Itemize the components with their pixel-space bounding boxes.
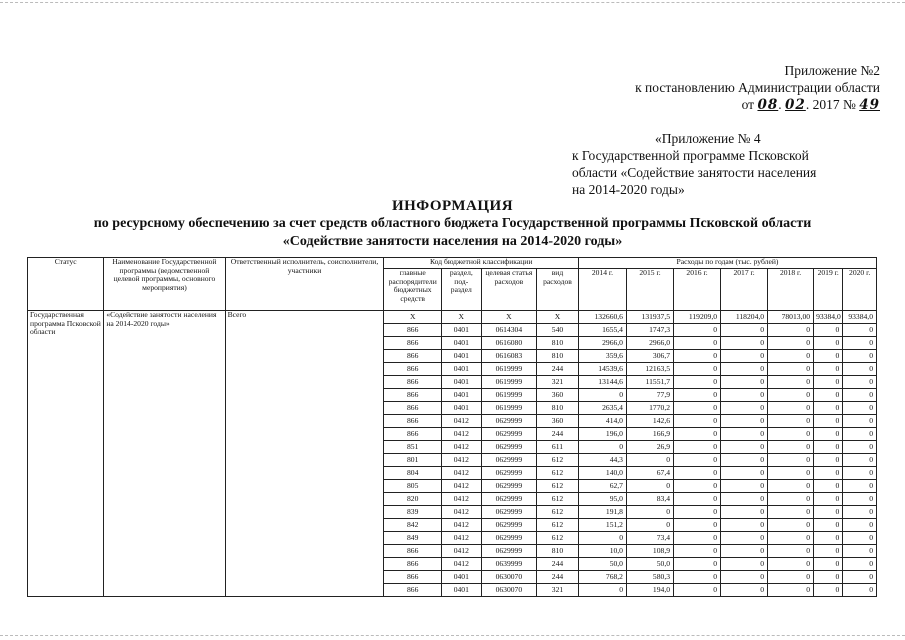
amount-cell: 0 [674, 571, 721, 584]
amount-cell: 83,4 [626, 493, 673, 506]
amount-cell: 0 [814, 324, 843, 337]
code-cell: 0629999 [481, 506, 536, 519]
code-cell: 321 [537, 584, 579, 597]
amount-cell: 0 [843, 350, 877, 363]
amount-cell: 0 [843, 480, 877, 493]
amount-cell: 0 [626, 454, 673, 467]
code-cell: 866 [384, 415, 441, 428]
code-cell: 0629999 [481, 532, 536, 545]
amount-cell: 0 [721, 545, 768, 558]
code-cell: 0412 [441, 480, 481, 493]
code-cell: 612 [537, 506, 579, 519]
amount-cell: 0 [721, 415, 768, 428]
amount-cell: 0 [721, 428, 768, 441]
header-name: Наименование Государственной программы (ведомственной целевой программы, основного мероприятия) [104, 258, 225, 311]
amount-cell: 0 [843, 454, 877, 467]
amount-cell: 0 [843, 532, 877, 545]
amount-cell: 0 [843, 493, 877, 506]
amount-cell: 0 [674, 324, 721, 337]
code-cell: 866 [384, 350, 441, 363]
code-cell: 612 [537, 532, 579, 545]
amount-cell: 0 [674, 454, 721, 467]
amount-cell: 0 [674, 584, 721, 597]
header-grbs: главные распорядители бюджетных средств [384, 269, 441, 311]
amount-cell: 13144,6 [578, 376, 626, 389]
code-cell: 0401 [441, 350, 481, 363]
date-day: 08 [757, 97, 779, 113]
code-cell: 0401 [441, 402, 481, 415]
code-cell: 866 [384, 558, 441, 571]
code-cell: 0629999 [481, 415, 536, 428]
code-cell: 866 [384, 376, 441, 389]
resource-table [27, 257, 877, 597]
amount-cell: 26,9 [626, 441, 673, 454]
header-year-2015: 2015 г. [626, 269, 673, 311]
code-cell: X [481, 311, 536, 324]
code-cell: 866 [384, 324, 441, 337]
amount-cell: 0 [843, 363, 877, 376]
code-cell: 810 [537, 337, 579, 350]
amount-cell: 0 [814, 584, 843, 597]
amount-cell: 0 [721, 506, 768, 519]
code-cell: 0401 [441, 389, 481, 402]
header-executor: Ответственный исполнитель, соисполнители, участники [225, 258, 384, 311]
code-cell: 0619999 [481, 363, 536, 376]
code-cell: 0629999 [481, 519, 536, 532]
document-number: 49 [859, 97, 880, 113]
code-cell: 0412 [441, 428, 481, 441]
amount-cell: 67,4 [626, 467, 673, 480]
amount-cell: 0 [814, 402, 843, 415]
amount-cell: 2966,0 [626, 337, 673, 350]
amount-cell: 0 [814, 545, 843, 558]
title-subtitle: по ресурсному обеспечению за счет средств областного бюджета Государственной программы Псковской области [93, 216, 812, 231]
amount-cell: 0 [674, 467, 721, 480]
code-cell: 244 [537, 428, 579, 441]
amount-cell: 62,7 [578, 480, 626, 493]
appendix-2-resolution: к постановлению Администрации области [635, 80, 880, 95]
amount-cell: 0 [768, 363, 814, 376]
code-cell: 0412 [441, 454, 481, 467]
amount-cell: 0 [814, 415, 843, 428]
header-year-2018: 2018 г. [768, 269, 814, 311]
code-cell: 810 [537, 402, 579, 415]
code-cell: 0629999 [481, 467, 536, 480]
amount-cell: 0 [843, 571, 877, 584]
header-expenses: Расходы по годам (тыс. рублей) [578, 258, 876, 269]
amount-cell: 0 [843, 441, 877, 454]
program-name-cell: «Содействие занятости населения на 2014-2020 годы» [104, 311, 225, 597]
code-cell: 0412 [441, 545, 481, 558]
amount-cell: 2966,0 [578, 337, 626, 350]
amount-cell: 0 [768, 532, 814, 545]
amount-cell: 0 [768, 506, 814, 519]
amount-cell: 50,0 [626, 558, 673, 571]
code-cell: 805 [384, 480, 441, 493]
amount-cell: 0 [674, 532, 721, 545]
code-cell: 611 [537, 441, 579, 454]
code-cell: 0614304 [481, 324, 536, 337]
amount-cell: 151,2 [578, 519, 626, 532]
code-cell: 810 [537, 350, 579, 363]
header-target: целевая статья расходов [481, 269, 536, 311]
document-title [0, 197, 905, 251]
amount-cell: 0 [843, 415, 877, 428]
code-cell: 612 [537, 454, 579, 467]
amount-cell: 0 [721, 441, 768, 454]
header-status: Статус [28, 258, 104, 311]
amount-cell: 0 [768, 493, 814, 506]
code-cell: X [537, 311, 579, 324]
code-cell: 0412 [441, 532, 481, 545]
appendix-2-block [560, 62, 880, 114]
amount-cell: 0 [674, 506, 721, 519]
amount-cell: 0 [843, 506, 877, 519]
amount-cell: 0 [814, 428, 843, 441]
header-year-2019: 2019 г. [814, 269, 843, 311]
appendix-4-line-4: на 2014-2020 годы» [572, 182, 685, 197]
title-heading: ИНФОРМАЦИЯ [391, 198, 514, 214]
amount-cell: 0 [814, 337, 843, 350]
amount-cell: 0 [721, 376, 768, 389]
code-cell: 0401 [441, 584, 481, 597]
code-cell: 612 [537, 480, 579, 493]
amount-cell: 0 [843, 389, 877, 402]
amount-cell: 140,0 [578, 467, 626, 480]
code-cell: 0412 [441, 558, 481, 571]
header-year-2017: 2017 г. [721, 269, 768, 311]
code-cell: 244 [537, 558, 579, 571]
code-cell: X [441, 311, 481, 324]
amount-cell: 93384,0 [843, 311, 877, 324]
code-cell: X [384, 311, 441, 324]
code-cell: 0619999 [481, 376, 536, 389]
amount-cell: 0 [814, 467, 843, 480]
amount-cell: 306,7 [626, 350, 673, 363]
amount-cell: 0 [674, 337, 721, 350]
code-cell: 0412 [441, 506, 481, 519]
amount-cell: 0 [814, 558, 843, 571]
code-cell: 0401 [441, 571, 481, 584]
amount-cell: 0 [721, 454, 768, 467]
amount-cell: 0 [768, 545, 814, 558]
amount-cell: 0 [626, 480, 673, 493]
amount-cell: 0 [768, 376, 814, 389]
header-budget-code: Код бюджетной классификации [384, 258, 578, 269]
code-cell: 801 [384, 454, 441, 467]
amount-cell: 359,6 [578, 350, 626, 363]
amount-cell: 0 [721, 389, 768, 402]
code-cell: 360 [537, 389, 579, 402]
amount-cell: 11551,7 [626, 376, 673, 389]
amount-cell: 77,9 [626, 389, 673, 402]
amount-cell: 142,6 [626, 415, 673, 428]
amount-cell: 0 [721, 467, 768, 480]
code-cell: 0401 [441, 337, 481, 350]
amount-cell: 0 [843, 337, 877, 350]
amount-cell: 0 [768, 428, 814, 441]
code-cell: 0412 [441, 519, 481, 532]
amount-cell: 0 [721, 324, 768, 337]
appendix-2-title: Приложение №2 [784, 63, 880, 78]
code-cell: 0630070 [481, 571, 536, 584]
amount-cell: 0 [814, 441, 843, 454]
code-cell: 0629999 [481, 545, 536, 558]
amount-cell: 0 [674, 363, 721, 376]
code-cell: 0629999 [481, 493, 536, 506]
amount-cell: 0 [578, 584, 626, 597]
code-cell: 540 [537, 324, 579, 337]
amount-cell: 0 [814, 389, 843, 402]
amount-cell: 12163,5 [626, 363, 673, 376]
code-cell: 851 [384, 441, 441, 454]
amount-cell: 0 [768, 324, 814, 337]
amount-cell: 166,9 [626, 428, 673, 441]
header-year-2020: 2020 г. [843, 269, 877, 311]
code-cell: 0619999 [481, 389, 536, 402]
code-cell: 0616080 [481, 337, 536, 350]
amount-cell: 0 [674, 480, 721, 493]
amount-cell: 0 [721, 584, 768, 597]
code-cell: 839 [384, 506, 441, 519]
amount-cell: 0 [674, 519, 721, 532]
amount-cell: 0 [814, 376, 843, 389]
amount-cell: 191,8 [578, 506, 626, 519]
code-cell: 0629999 [481, 454, 536, 467]
amount-cell: 0 [843, 545, 877, 558]
code-cell: 244 [537, 363, 579, 376]
amount-cell: 0 [768, 415, 814, 428]
amount-cell: 0 [578, 389, 626, 402]
date-prefix: от [741, 97, 755, 112]
amount-cell: 0 [843, 402, 877, 415]
appendix-4-line-3: области «Содействие занятости населения [572, 165, 817, 180]
appendix-4-line-2: к Государственной программе Псковской [572, 148, 809, 163]
amount-cell: 0 [674, 558, 721, 571]
amount-cell: 0 [674, 428, 721, 441]
header-year-2014: 2014 г. [578, 269, 626, 311]
scan-edge-bottom [0, 635, 905, 636]
appendix-4-block [572, 130, 872, 198]
amount-cell: 0 [578, 532, 626, 545]
amount-cell: 0 [674, 493, 721, 506]
amount-cell: 0 [768, 441, 814, 454]
amount-cell: 768,2 [578, 571, 626, 584]
amount-cell: 0 [843, 467, 877, 480]
amount-cell: 131937,5 [626, 311, 673, 324]
executor-cell: Всего [225, 311, 384, 597]
amount-cell: 108,9 [626, 545, 673, 558]
amount-cell: 0 [721, 558, 768, 571]
table-body [28, 311, 877, 597]
amount-cell: 0 [768, 558, 814, 571]
code-cell: 866 [384, 389, 441, 402]
amount-cell: 0 [814, 571, 843, 584]
scan-edge-top [0, 2, 905, 3]
amount-cell: 0 [843, 376, 877, 389]
amount-cell: 0 [674, 376, 721, 389]
amount-cell: 0 [768, 480, 814, 493]
amount-cell: 0 [578, 441, 626, 454]
code-cell: 820 [384, 493, 441, 506]
amount-cell: 0 [721, 402, 768, 415]
amount-cell: 0 [721, 493, 768, 506]
title-program-name: «Содействие занятости населения на 2014-2020 годы» [282, 234, 623, 249]
amount-cell: 0 [626, 506, 673, 519]
amount-cell: 0 [843, 584, 877, 597]
amount-cell: 0 [721, 532, 768, 545]
code-cell: 866 [384, 363, 441, 376]
amount-cell: 0 [768, 584, 814, 597]
code-cell: 360 [537, 415, 579, 428]
code-cell: 0616083 [481, 350, 536, 363]
amount-cell: 93384,0 [814, 311, 843, 324]
amount-cell: 10,0 [578, 545, 626, 558]
amount-cell: 78013,00 [768, 311, 814, 324]
amount-cell: 0 [814, 480, 843, 493]
amount-cell: 1747,3 [626, 324, 673, 337]
code-cell: 244 [537, 571, 579, 584]
code-cell: 866 [384, 571, 441, 584]
appendix-2-date-line: от 08. 02. 2017 № 49 [741, 97, 880, 113]
amount-cell: 0 [626, 519, 673, 532]
amount-cell: 0 [674, 415, 721, 428]
header-year-2016: 2016 г. [674, 269, 721, 311]
amount-cell: 0 [721, 363, 768, 376]
amount-cell: 0 [814, 506, 843, 519]
amount-cell: 0 [721, 480, 768, 493]
amount-cell: 414,0 [578, 415, 626, 428]
amount-cell: 0 [768, 389, 814, 402]
amount-cell: 0 [768, 350, 814, 363]
appendix-4-title: «Приложение № 4 [655, 131, 761, 146]
amount-cell: 580,3 [626, 571, 673, 584]
amount-cell: 0 [674, 402, 721, 415]
number-prefix: № [842, 97, 856, 112]
amount-cell: 194,0 [626, 584, 673, 597]
amount-cell: 1655,4 [578, 324, 626, 337]
table-row [28, 311, 877, 324]
code-cell: 0401 [441, 324, 481, 337]
code-cell: 612 [537, 519, 579, 532]
amount-cell: 0 [814, 532, 843, 545]
code-cell: 810 [537, 545, 579, 558]
code-cell: 0401 [441, 363, 481, 376]
amount-cell: 73,4 [626, 532, 673, 545]
code-cell: 0412 [441, 493, 481, 506]
code-cell: 0412 [441, 467, 481, 480]
code-cell: 842 [384, 519, 441, 532]
date-year: 2017 [812, 97, 840, 112]
amount-cell: 119209,0 [674, 311, 721, 324]
code-cell: 866 [384, 584, 441, 597]
code-cell: 321 [537, 376, 579, 389]
amount-cell: 0 [674, 545, 721, 558]
date-month: 02 [785, 97, 806, 113]
code-cell: 0619999 [481, 402, 536, 415]
amount-cell: 132660,6 [578, 311, 626, 324]
amount-cell: 0 [674, 389, 721, 402]
amount-cell: 0 [721, 337, 768, 350]
code-cell: 866 [384, 402, 441, 415]
amount-cell: 0 [768, 571, 814, 584]
amount-cell: 0 [843, 428, 877, 441]
code-cell: 866 [384, 545, 441, 558]
code-cell: 0401 [441, 376, 481, 389]
amount-cell: 0 [721, 350, 768, 363]
amount-cell: 0 [843, 558, 877, 571]
amount-cell: 50,0 [578, 558, 626, 571]
code-cell: 612 [537, 467, 579, 480]
amount-cell: 1770,2 [626, 402, 673, 415]
amount-cell: 0 [814, 493, 843, 506]
code-cell: 0412 [441, 441, 481, 454]
code-cell: 0639999 [481, 558, 536, 571]
code-cell: 0412 [441, 415, 481, 428]
amount-cell: 0 [843, 324, 877, 337]
amount-cell: 14539,6 [578, 363, 626, 376]
status-cell: Государственная программа Псковской области [28, 311, 104, 597]
amount-cell: 118204,0 [721, 311, 768, 324]
amount-cell: 196,0 [578, 428, 626, 441]
amount-cell: 0 [768, 454, 814, 467]
code-cell: 612 [537, 493, 579, 506]
amount-cell: 0 [768, 402, 814, 415]
amount-cell: 0 [721, 571, 768, 584]
amount-cell: 0 [768, 467, 814, 480]
amount-cell: 0 [674, 350, 721, 363]
amount-cell: 0 [721, 519, 768, 532]
amount-cell: 0 [814, 363, 843, 376]
amount-cell: 44,3 [578, 454, 626, 467]
amount-cell: 0 [674, 441, 721, 454]
amount-cell: 0 [814, 350, 843, 363]
amount-cell: 0 [768, 519, 814, 532]
header-expense-type: вид расходов [537, 269, 579, 311]
code-cell: 0630070 [481, 584, 536, 597]
code-cell: 849 [384, 532, 441, 545]
amount-cell: 0 [843, 519, 877, 532]
amount-cell: 0 [768, 337, 814, 350]
amount-cell: 0 [814, 454, 843, 467]
code-cell: 0629999 [481, 480, 536, 493]
code-cell: 866 [384, 337, 441, 350]
amount-cell: 0 [814, 519, 843, 532]
amount-cell: 2635,4 [578, 402, 626, 415]
code-cell: 804 [384, 467, 441, 480]
header-section: раздел, под-раздел [441, 269, 481, 311]
amount-cell: 95,0 [578, 493, 626, 506]
code-cell: 0629999 [481, 428, 536, 441]
code-cell: 866 [384, 428, 441, 441]
code-cell: 0629999 [481, 441, 536, 454]
